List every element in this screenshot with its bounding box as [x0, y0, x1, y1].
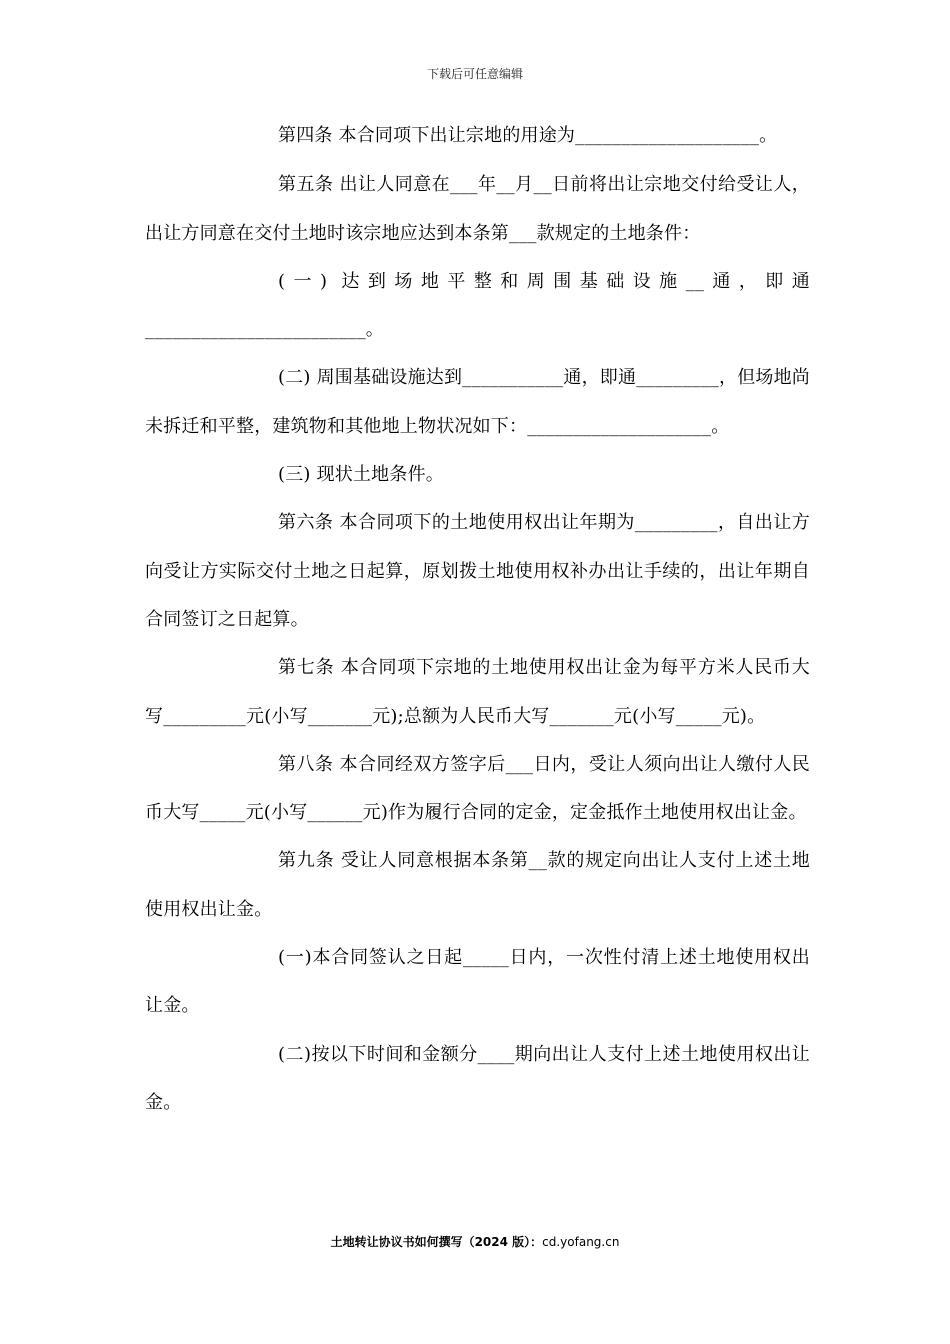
article-6-paragraph: 第六条 本合同项下的土地使用权出让年期为_________，自出让方向受让方实际交付土地之日起算，原划拨土地使用权补办出让手续的，出让年期自合同签订之日起算。: [145, 512, 810, 630]
article-5-item-1: (一) 达到场地平整和周围基础设施__通，即通________________________。: [145, 270, 810, 341]
footer-url[interactable]: cd.yofang.cn: [542, 1235, 620, 1249]
article-5-paragraph: 第五条 出让人同意在___年__月__日前将出让宗地交付给受让人，出让方同意在交付土地时该宗地应达到本条第___款规定的土地条件：: [145, 174, 810, 244]
footer-title: 土地转让协议书如何撰写（2024 版）：: [330, 1235, 543, 1249]
article-5-item-2: (二) 周围基础设施达到___________通，即通_________，但场地尚未拆迁和平整，建筑物和其他地上物状况如下：____________________。: [145, 367, 810, 437]
article-9-item-1: (一)本合同签认之日起_____日内，一次性付清上述土地使用权出让金。: [145, 947, 810, 1017]
article-9-item-2: (二)按以下时间和金额分____期向出让人支付上述土地使用权出让金。: [145, 1043, 810, 1113]
document-body: [145, 112, 810, 1127]
page-footer: [0, 1234, 950, 1250]
article-5-item-3: (三) 现状土地条件。: [278, 464, 444, 486]
article-9-paragraph: 第九条 受让人同意根据本条第__款的规定向出让人支付上述土地使用权出让金。: [145, 850, 810, 920]
article-4-paragraph: 第四条 本合同项下出让宗地的用途为____________________。: [278, 125, 778, 146]
page-header-note: 下载后可任意编辑: [426, 67, 523, 81]
article-8-paragraph: 第八条 本合同经双方签字后___日内，受让人须向出让人缴付人民币大写_____元(小写______元)作为履行合同的定金，定金抵作土地使用权出让金。: [145, 753, 810, 824]
article-7-paragraph: 第七条 本合同项下宗地的土地使用权出让金为每平方米人民币大写_________元(小写_______元);总额为人民币大写_______元(小写_____元)。: [145, 657, 810, 727]
